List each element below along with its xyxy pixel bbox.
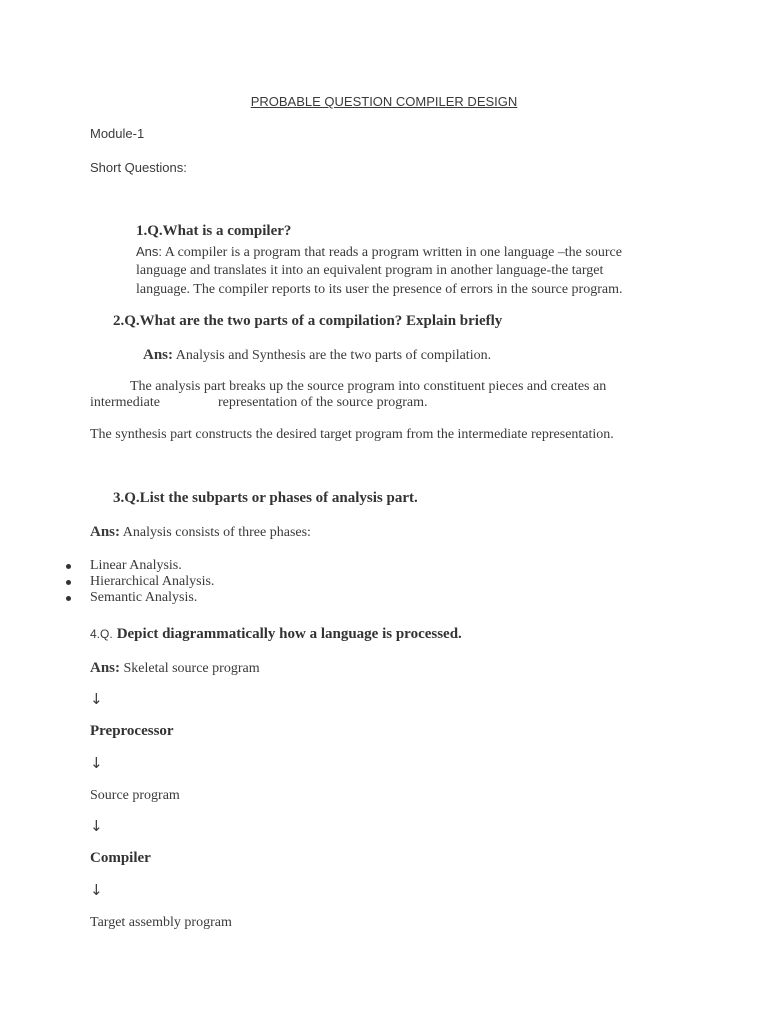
flow-step-text: Skeletal source program bbox=[123, 661, 260, 676]
question-4-prefix: 4.Q. bbox=[90, 627, 113, 641]
flow-step-1 bbox=[90, 660, 260, 677]
answer-label: Ans: bbox=[143, 347, 174, 363]
answer-3 bbox=[90, 524, 311, 541]
flow-step-5: Target assembly program bbox=[90, 915, 232, 930]
answer-1-line-2: language and translates it into an equivalent program in another language-the target bbox=[136, 263, 604, 278]
answer-label: Ans: bbox=[136, 244, 163, 259]
down-arrow-icon: ↓ bbox=[90, 754, 103, 772]
flow-step-3: Source program bbox=[90, 788, 180, 803]
answer-1-line-1 bbox=[136, 244, 622, 261]
phase-item: Linear Analysis. bbox=[90, 558, 182, 573]
document-title: PROBABLE QUESTION COMPILER DESIGN bbox=[250, 94, 518, 109]
synthesis-paragraph: The synthesis part constructs the desired target program from the intermediate representation. bbox=[90, 427, 614, 442]
analysis-paragraph-line-1: The analysis part breaks up the source program into constituent pieces and creates an bbox=[130, 379, 607, 394]
flow-step-4: Compiler bbox=[90, 850, 151, 866]
question-4 bbox=[90, 625, 462, 643]
bullet-icon bbox=[66, 564, 71, 569]
down-arrow-icon: ↓ bbox=[90, 881, 103, 899]
section-heading: Short Questions: bbox=[90, 160, 187, 175]
bullet-icon bbox=[66, 596, 71, 601]
answer-2 bbox=[143, 347, 491, 364]
answer-2-text: Analysis and Synthesis are the two parts of compilation. bbox=[175, 348, 492, 363]
answer-3-text: Analysis consists of three phases: bbox=[122, 525, 311, 540]
answer-1-text: A compiler is a program that reads a program written in one language –the source bbox=[164, 245, 622, 260]
module-heading: Module-1 bbox=[90, 126, 145, 141]
answer-1-line-3: language. The compiler reports to its user the presence of errors in the source program. bbox=[136, 282, 623, 297]
question-3: 3.Q.List the subparts or phases of analysis part. bbox=[113, 490, 418, 506]
flow-step-2: Preprocessor bbox=[90, 723, 174, 739]
question-1: 1.Q.What is a compiler? bbox=[136, 223, 292, 239]
analysis-paragraph-line-2b: representation of the source program. bbox=[218, 395, 428, 410]
analysis-paragraph-line-2a: intermediate bbox=[90, 395, 160, 410]
bullet-icon bbox=[66, 580, 71, 585]
phase-item: Hierarchical Analysis. bbox=[90, 574, 215, 589]
answer-label: Ans: bbox=[90, 524, 121, 540]
phase-item: Semantic Analysis. bbox=[90, 590, 198, 605]
question-4-text: Depict diagrammatically how a language is processed. bbox=[116, 626, 462, 642]
answer-label: Ans: bbox=[90, 660, 121, 676]
question-2: 2.Q.What are the two parts of a compilation? Explain briefly bbox=[113, 313, 503, 329]
down-arrow-icon: ↓ bbox=[90, 690, 103, 708]
down-arrow-icon: ↓ bbox=[90, 817, 103, 835]
